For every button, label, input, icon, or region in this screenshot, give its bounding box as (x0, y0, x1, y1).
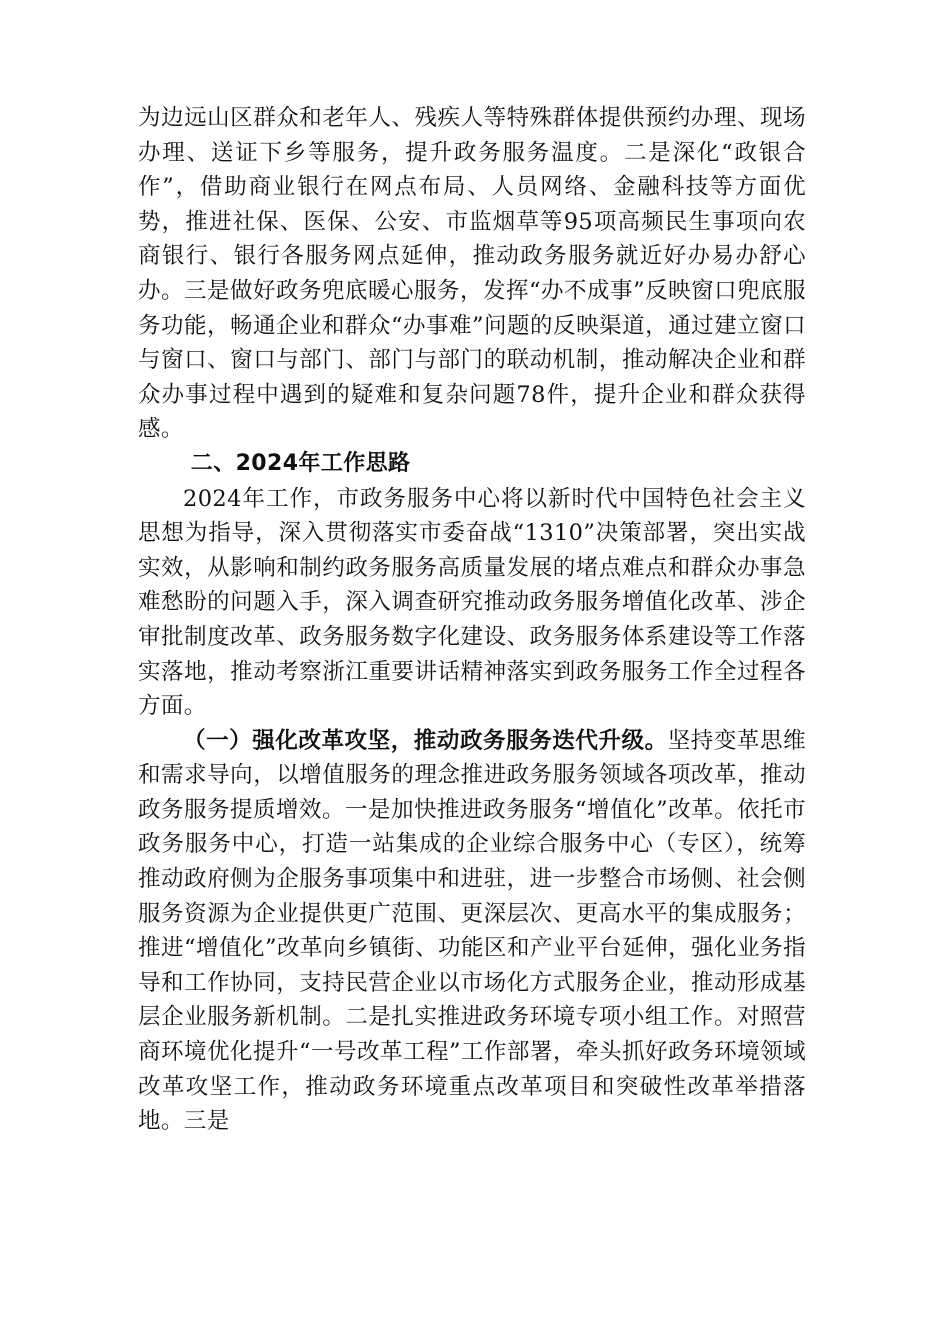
subsection-body: 坚持变革思维和需求导向，以增值服务的理念推进政务服务领域各项改革，推动政务服务提质增效。一是加快推进政务服务“增值化”改革。依托市政务服务中心，打造一站集成的企业综合服务中心（专区），统筹推动政府侧为企服务事项集中和进驻，进一步整合市场侧、社会侧服务资源为企业提供更广范围、更深层次、更高水平的集成服务；推进“增值化”改革向乡镇街、功能区和产业平台延伸，强化业务指导和工作协同，支持民营企业以市场化方式服务企业，推动形成基层企业服务新机制。二是扎实推进政务环境专项小组工作。对照营商环境优化提升“一号改革工程”工作部署，牵头抓好政务环境领域改革攻坚工作，推动政务环境重点改革项目和突破性改革举措落地。三是 (138, 727, 806, 1135)
document-body (138, 101, 806, 1139)
paragraph-intro: 2024年工作，市政务服务中心将以新时代中国特色社会主义思想为指导，深入贯彻落实市委奋战“1310”决策部署，突出实战实效，从影响和制约政务服务高质量发展的堵点难点和群众办事急难愁盼的问题入手，深入调查研究推动政务服务增值化改革、涉企审批制度改革、政务服务数字化建设、政务服务体系建设等工作落实落地，推动考察浙江重要讲话精神落实到政务服务工作全过程各方面。 (138, 485, 806, 720)
section-heading: 二、2024年工作思路 (190, 450, 411, 476)
paragraph-subsection (138, 724, 806, 1139)
subsection-lead: （一）强化改革攻坚，推动政务服务迭代升级。 (183, 727, 668, 754)
paragraph-continued: 为边远山区群众和老年人、残疾人等特殊群体提供预约办理、现场办理、送证下乡等服务，提升政务服务温度。二是深化“政银合作”，借助商业银行在网点布局、人员网络、金融科技等方面优势，推进社保、医保、公安、市监烟草等95项高频民生事项向农商银行、银行各服务网点延伸，推动政务服务就近好办易办舒心办。三是做好政务兜底暖心服务，发挥“办不成事”反映窗口兜底服务功能，畅通企业和群众“办事难”问题的反映渠道，通过建立窗口与窗口、窗口与部门、部门与部门的联动机制，推动解决企业和群众办事过程中遇到的疑难和复杂问题78件，提升企业和群众获得感。 (138, 105, 806, 443)
